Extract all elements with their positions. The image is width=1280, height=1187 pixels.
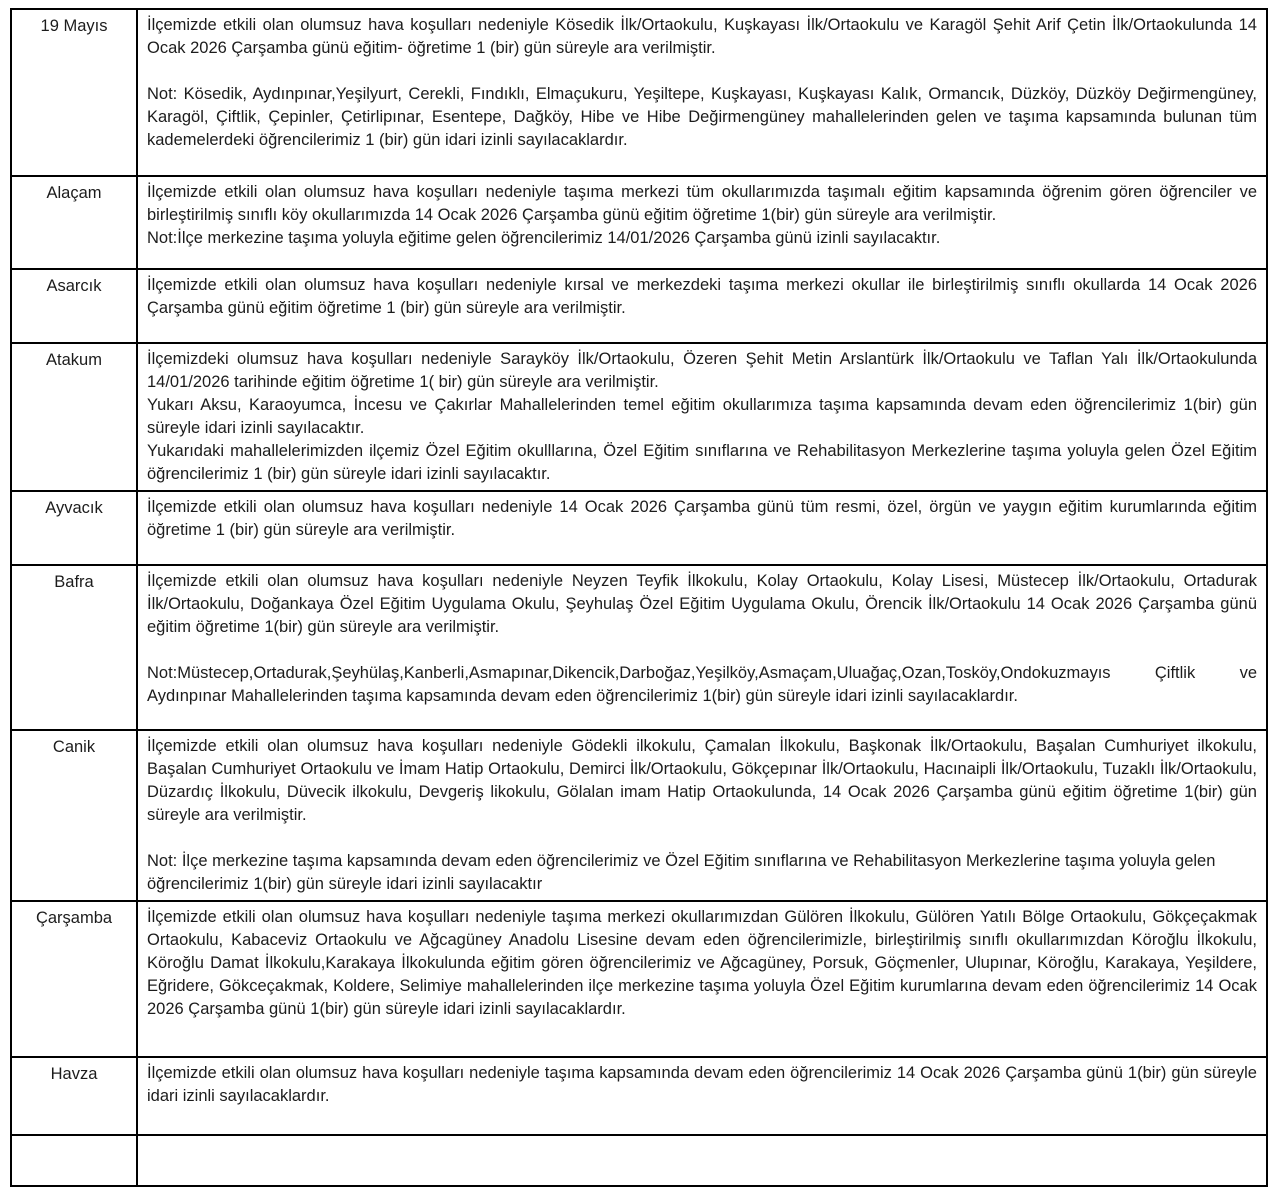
description-paragraph: İlçemizde etkili olan olumsuz hava koşulları nedeniyle taşıma merkezi tüm okullarımızda taşımalı eğitim kapsamında öğrenim gören öğrenciler ve birleştirilmiş sınıflı köy okullarımızda 14 Ocak 2026 Çarşamba günü eğitim öğretime 1(bir) gün süreyle ara verilmiştir. [147, 183, 1257, 224]
district-name [11, 1135, 137, 1186]
table-row [11, 1135, 1267, 1186]
closure-description [137, 491, 1267, 565]
table-row [11, 9, 1267, 176]
description-paragraph: İlçemizde etkili olan olumsuz hava koşulları nedeniyle taşıma merkezi okullarımızdan Gülören İlkokulu, Gülören Yatılı Bölge Ortaokulu, Gökçeçakmak Ortaokulu, Kabaceviz Ortaokulu ve Ağcagüney Anadolu Lisesine devam eden öğrencilerimizle, birleştirilmiş sınıflı okullarımızdan Köroğlu İlkokulu, Köroğlu Damat İlkokulu,Karakaya İlkokulunda eğitim gören öğrencilerimiz ve Ağcagüney, Porsuk, Göçmenler, Ulupınar, Köroğlu, Karakaya, Yeşildere, Eğridere, Gökceçakmak, Koldere, Selimiye mahallelerinden ilçe merkezine taşıma yoluyla Özel Eğitim kurumlarına devam eden öğrencilerimiz 14 Ocak 2026 Çarşamba günü 1(bir) gün süreyle idari izinli sayılacaklardır. [147, 908, 1257, 1018]
description-paragraph: İlçemizde etkili olan olumsuz hava koşulları nedeniyle Neyzen Teyfik İlkokulu, Kolay Ortaokulu, Kolay Lisesi, Müstecep İlk/Ortaokulu, Ortadurak İlk/Ortaokulu, Doğankaya Özel Eğitim Uygulama Okulu, Şeyhulaş Özel Eğitim Uygulama Okulu, Örencik İlk/Ortaokulu 14 Ocak 2026 Çarşamba günü eğitim öğretime 1(bir) gün süreyle ara verilmiştir. [147, 572, 1257, 636]
description-paragraph: İlçemizde etkili olan olumsuz hava koşulları nedeniyle 14 Ocak 2026 Çarşamba günü tüm resmi, özel, örgün ve yaygın eğitim kurumlarında eğitim öğretime 1 (bir) gün süreyle ara verilmiştir. [147, 498, 1257, 539]
district-name: Atakum [11, 343, 137, 491]
table-row [11, 1057, 1267, 1135]
closure-description [137, 565, 1267, 730]
district-name: Ayvacık [11, 491, 137, 565]
closure-description [137, 730, 1267, 901]
closure-description [137, 1057, 1267, 1135]
table-row [11, 491, 1267, 565]
description-paragraph: Yukarı Aksu, Karaoyumca, İncesu ve Çakırlar Mahallelerinden temel eğitim okullarımıza taşıma kapsamında devam eden öğrencilerimiz 1(bir) gün süreyle idari izinli sayılacaktır. [147, 396, 1257, 437]
closure-description [137, 269, 1267, 343]
table-row [11, 343, 1267, 491]
closure-description [137, 343, 1267, 491]
table-row [11, 176, 1267, 269]
districts-table-body [11, 9, 1267, 1186]
district-name: Canik [11, 730, 137, 901]
district-name: Alaçam [11, 176, 137, 269]
closure-description [137, 901, 1267, 1057]
table-row [11, 730, 1267, 901]
table-row [11, 269, 1267, 343]
description-paragraph: İlçemizde etkili olan olumsuz hava koşulları nedeniyle Kösedik İlk/Ortaokulu, Kuşkayası İlk/Ortaokulu ve Karagöl Şehit Arif Çetin İlk/Ortaokulunda 14 Ocak 2026 Çarşamba günü eğitim- öğretime 1 (bir) gün süreyle ara verilmiştir. [147, 16, 1257, 57]
district-name: Asarcık [11, 269, 137, 343]
closure-description [137, 176, 1267, 269]
description-paragraph: İlçemizde etkili olan olumsuz hava koşulları nedeniyle Gödekli ilkokulu, Çamalan İlkokulu, Başkonak İlk/Ortaokulu, Başalan Cumhuriyet ilkokulu, Başalan Cumhuriyet Ortaokulu ve İmam Hatip Ortaokulu, Demirci İlk/Ortaokulu, Gökçepınar İlk/Ortaokulu, Hacınaipli İlk/Ortaokulu, Tuzaklı İlk/Ortaokulu, Düzardıç İlkokulu, Düvecik ilkokulu, Devgeriş likokulu, Gölalan imam Hatip Ortaokulunda, 14 Ocak 2026 Çarşamba günü eğitim öğretime 1(bir) gün süreyle ara verilmiştir. [147, 737, 1257, 824]
description-paragraph: İlçemizde etkili olan olumsuz hava koşulları nedeniyle kırsal ve merkezdeki taşıma merkezi okullar ile birleştirilmiş sınıflı okullarda 14 Ocak 2026 Çarşamba günü eğitim öğretime 1 (bir) gün süreyle ara verilmiştir. [147, 276, 1257, 317]
district-name: 19 Mayıs [11, 9, 137, 176]
description-paragraph: Not:İlçe merkezine taşıma yoluyla eğitime gelen öğrencilerimiz 14/01/2026 Çarşamba günü izinli sayılacaktır. [147, 229, 941, 247]
table-row [11, 901, 1267, 1057]
table-row [11, 565, 1267, 730]
closure-description [137, 9, 1267, 176]
district-name: Çarşamba [11, 901, 137, 1057]
district-name: Havza [11, 1057, 137, 1135]
description-paragraph: İlçemizde etkili olan olumsuz hava koşulları nedeniyle taşıma kapsamında devam eden öğrencilerimiz 14 Ocak 2026 Çarşamba günü 1(bir) gün süreyle idari izinli sayılacaklardır. [147, 1064, 1257, 1105]
description-paragraph: Not:Müstecep,Ortadurak,Şeyhülaş,Kanberli,Asmapınar,Dikencik,Darboğaz,Yeşilköy,Asmaçam,Uluağaç,Ozan,Tosköy,Ondokuzmayıs Çiftlik ve Aydınpınar Mahallelerinden taşıma kapsamında devam eden öğrencilerimiz 1(bir) gün süreyle idari izinli sayılacaklardır. [147, 664, 1257, 705]
description-paragraph: Not: Kösedik, Aydınpınar,Yeşilyurt, Cerekli, Fındıklı, Elmaçukuru, Yeşiltepe, Kuşkayası, Kuşkayası Kalık, Ormancık, Düzköy, Düzköy Değirmengüney, Karagöl, Çiftlik, Çepinler, Çetirlipınar, Esentepe, Dağköy, Hibe ve Hibe Değirmengüney mahallelerinden gelen ve taşıma kapsamında bulunan tüm kademelerdeki öğrencilerimiz 1 (bir) gün idari izinli sayılacaklardır. [147, 85, 1257, 149]
district-closures-table [10, 8, 1268, 1187]
description-paragraph: Not: İlçe merkezine taşıma kapsamında devam eden öğrencilerimiz ve Özel Eğitim sınıflarına ve Rehabilitasyon Merkezlerine taşıma yoluyla gelen öğrencilerimiz 1(bir) gün süreyle idari izinli sayılacaktır [147, 852, 1216, 893]
description-paragraph: Yukarıdaki mahallelerimizden ilçemiz Özel Eğitim okulllarına, Özel Eğitim sınıflarına ve Rehabilitasyon Merkezlerine taşıma yoluyla gelen Özel Eğitim öğrencilerimiz 1 (bir) gün süreyle idari izinli sayılacaktır. [147, 442, 1257, 483]
closure-description [137, 1135, 1267, 1186]
district-name: Bafra [11, 565, 137, 730]
description-paragraph: İlçemizdeki olumsuz hava koşulları nedeniyle Sarayköy İlk/Ortaokulu, Özeren Şehit Metin Arslantürk İlk/Ortaokulu ve Taflan Yalı İlk/Ortaokulunda 14/01/2026 tarihinde eğitim öğretime 1( bir) gün süreyle ara verilmiştir. [147, 350, 1257, 391]
